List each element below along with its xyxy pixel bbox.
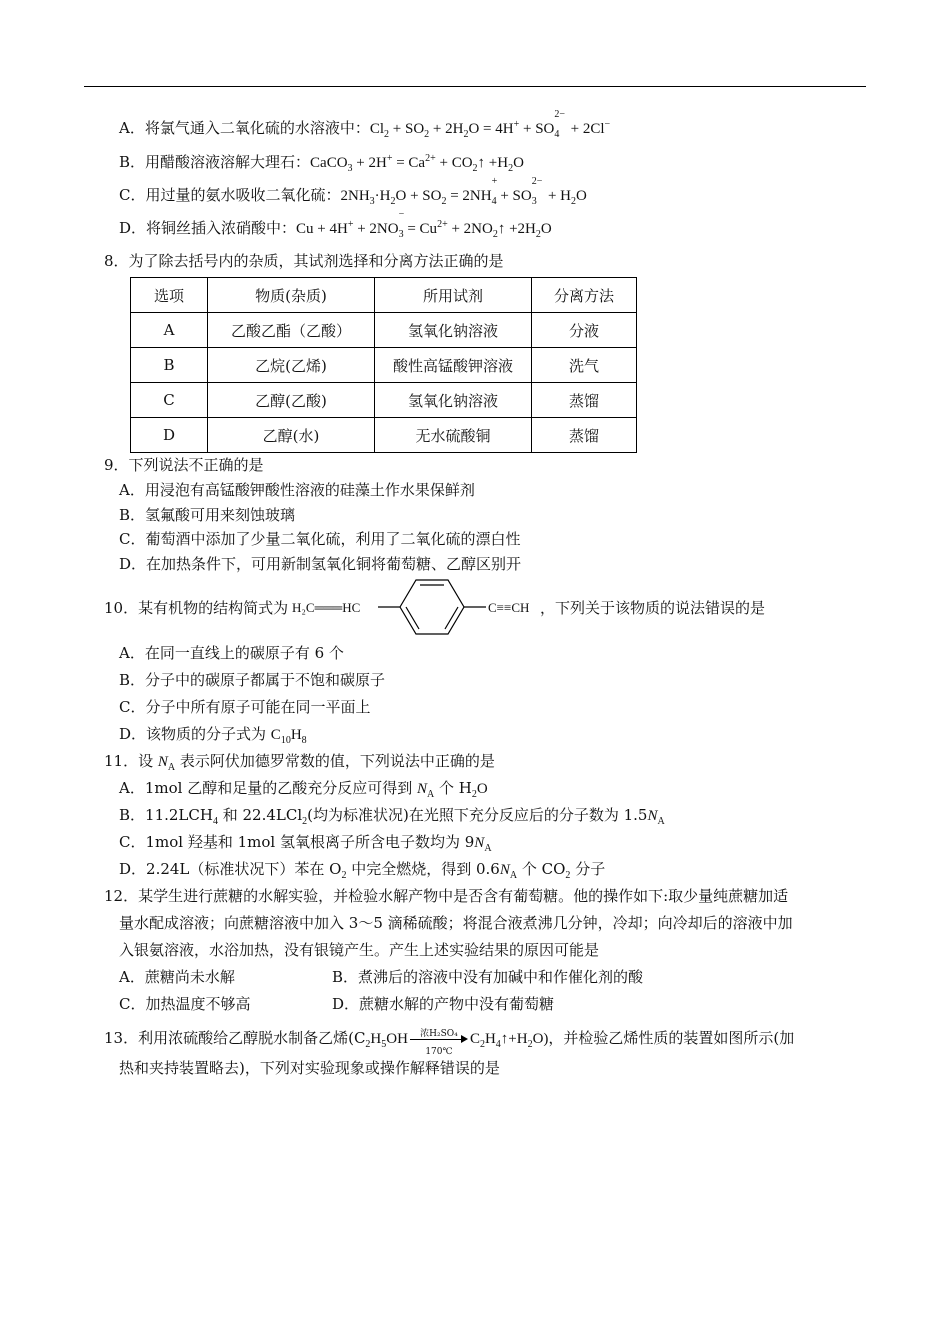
table-cell: 分液	[532, 313, 637, 348]
table-header-row	[131, 278, 637, 313]
q8-table	[130, 277, 637, 453]
q10-left-group: H₂C═══HC	[292, 600, 361, 615]
table-cell: 蒸馏	[532, 383, 637, 418]
q13-line2: 热和夹持装置略去)，下列对实验现象或操作解释错误的是	[119, 1059, 500, 1077]
table-cell: 酸性高锰酸钾溶液	[375, 348, 532, 383]
q10-option-d: D．该物质的分子式为 $C_{10}H_8$	[119, 725, 307, 746]
table-header-cell: 选项	[131, 278, 208, 313]
q9-option-a: A．用浸泡有高锰酸钾酸性溶液的硅藻土作水果保鲜剂	[119, 481, 475, 499]
table-cell: B	[131, 348, 208, 383]
table-cell: D	[131, 418, 208, 453]
table-row	[131, 418, 637, 453]
q11-stem: 11．设 $N_A$ 表示阿伏加德罗常数的值，下列说法中正确的是	[104, 752, 495, 773]
q13-line1: 13．利用浓硫酸给乙醇脱水制备乙烯($C_2H_5OH$ 浓H₂SO₄ 170℃ $C_2H_4↑+H_2O$)，并检验乙烯性质的装置如图所示(加	[104, 1029, 795, 1057]
table-cell: 洗气	[532, 348, 637, 383]
q10-option-b: B．分子中的碳原子都属于不饱和碳原子	[119, 671, 386, 689]
table-cell: 蒸馏	[532, 418, 637, 453]
q10-right-group: C≡≡CH	[488, 600, 530, 615]
table-cell: 氢氧化钠溶液	[375, 313, 532, 348]
q9-stem: 9．下列说法不正确的是	[104, 456, 264, 474]
q10-option-c: C．分子中所有原子可能在同一平面上	[119, 698, 371, 716]
q9-option-b: B．氢氟酸可用来刻蚀玻璃	[119, 506, 296, 524]
q7-option-b: B．用醋酸溶液溶解大理石：CaCO$_3$ + $2H^+ = Ca^{2+}$ + $CO_2↑ +H_2O$	[119, 153, 524, 174]
table-row	[131, 348, 637, 383]
q12-line2: 量水配成溶液；向蔗糖溶液中加入 3～5 滴稀硫酸；将混合液煮沸几分钟，冷却；向冷却后的溶液中加	[119, 914, 793, 932]
header-rule	[84, 86, 866, 87]
q11-option-d: D．2.24L（标准状况下）苯在 $O_2$ 中完全燃烧，得到 $0.6N_A$ 个 $CO_2$ 分子	[119, 860, 606, 881]
q11-option-b: B．$11.2LCH_4$ 和 22.4LCl$_2$(均为标准状况)在光照下充分反应后的分子数为 $1.5N_A$	[119, 806, 665, 827]
q10-option-a: A．在同一直线上的碳原子有 6 个	[119, 644, 344, 662]
q12-line3: 入银氨溶液，水浴加热，没有银镜产生。产生上述实验结果的原因可能是	[119, 941, 600, 959]
table-header-cell: 分离方法	[532, 278, 637, 313]
q9-option-c: C．葡萄酒中添加了少量二氧化硫，利用了二氧化硫的漂白性	[119, 530, 521, 548]
q10-stem-post: ，下列关于该物质的说法错误的是	[540, 599, 766, 617]
table-cell: 乙酸乙酯（乙酸）	[208, 313, 375, 348]
q7-option-a: A．将氯气通入二氧化硫的水溶液中：$Cl_2 + SO_2 + 2H_2O = 4H^+$ + SO $_{2- 4}$ + 2Cl−	[119, 109, 611, 140]
table-cell: 氢氧化钠溶液	[375, 383, 532, 418]
table-row	[131, 313, 637, 348]
q9-option-d: D．在加热条件下，可用新制氢氧化铜将葡萄糖、乙醇区别开	[119, 555, 522, 573]
q12-option-a: A．蔗糖尚未水解	[119, 968, 235, 986]
q10-stem-pre: 10．某有机物的结构简式为	[104, 599, 289, 617]
table-cell: 无水硫酸铜	[375, 418, 532, 453]
table-header-cell: 所用试剂	[375, 278, 532, 313]
table-cell: 乙醇(乙酸)	[208, 383, 375, 418]
q12-option-c: C．加热温度不够高	[119, 995, 251, 1013]
table-cell: A	[131, 313, 208, 348]
table-cell: 乙烷(乙烯)	[208, 348, 375, 383]
benzene-ring-structure	[378, 576, 488, 638]
q7-option-d: D．将铜丝插入浓硝酸中：Cu + 4H+ + 2NO $_{- 3} = Cu^{2+}$ + $2NO_2↑ +2H_2O$	[119, 209, 552, 240]
table-cell: C	[131, 383, 208, 418]
q7-option-c: C．用过量的氨水吸收二氧化硫：$2NH_3\cdot H_2O + SO_2 = 2NH$ $_{+ 4}$ + SO $_{2- 3} + H_2O$	[119, 176, 587, 207]
q11-option-c: C．1mol 羟基和 1mol 氢氧根离子所含电子数均为 $9N_A$	[119, 833, 492, 854]
table-row	[131, 383, 637, 418]
reaction-arrow: 浓H₂SO₄ 170℃	[410, 1030, 468, 1048]
q8-stem: 8．为了除去括号内的杂质，其试剂选择和分离方法正确的是	[104, 252, 504, 270]
q12-line1: 12．某学生进行蔗糖的水解实验，并检验水解产物中是否含有葡萄糖。他的操作如下:取少量纯蔗糖加适	[104, 887, 789, 905]
q11-option-a: A．1mol 乙醇和足量的乙酸充分反应可得到 $N_A$ 个 $H_2O$	[119, 779, 488, 800]
q12-option-b: B．煮沸后的溶液中没有加碱中和作催化剂的酸	[332, 968, 644, 986]
table-header-cell: 物质(杂质)	[208, 278, 375, 313]
q12-option-d: D．蔗糖水解的产物中没有葡萄糖	[332, 995, 555, 1013]
table-cell: 乙醇(水)	[208, 418, 375, 453]
